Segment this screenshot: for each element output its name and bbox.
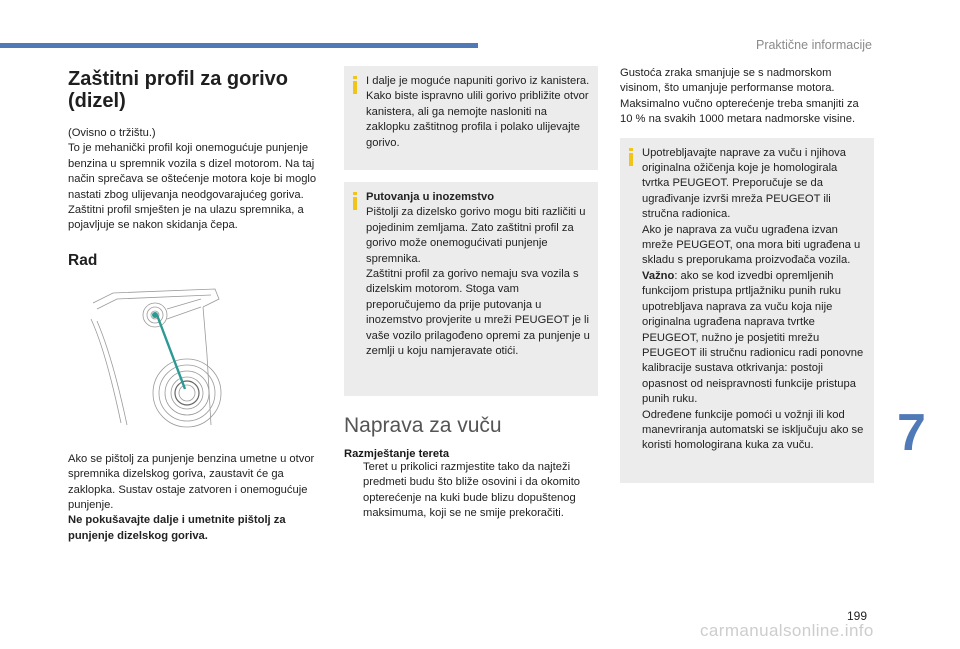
paragraph: I dalje je moguće napuniti gorivo iz kanistera.: [366, 75, 590, 87]
important-paragraph: [642, 269, 866, 408]
paragraph: Kako biste ispravno ulili gorivo približite otvor kanistera, ali ga nemojte nasloniti na zaklopku zaštitnog profila i polako ulijevajte gorivo.: [366, 90, 589, 149]
important-text: : ako se kod izvedbi opremljenih funkcijom pristupa prtljažniku punih ruku upotrebljava naprava za vuču koja nije originalna ugrađena naprava tvrtke PEUGEOT, nužno je posjetiti mrežu PEUGEOT ili stručnu radionicu radi ponovne kalibracije sustava otkrivanja: postoji opasnost od neispravnosti funkcije pristupa punih ruku.: [642, 269, 864, 406]
load-bullet: [344, 460, 598, 522]
operation-warning: Ne pokušavajte dalje i umetnite pištolj za punjenje dizelskog goriva.: [68, 514, 286, 542]
fuel-filler-illustration: [83, 285, 223, 433]
header-accent-bar: [0, 43, 478, 48]
paragraph: Upotrebljavajte naprave za vuču i njihova originalna ožičenja koje je homologirala tvrtka PEUGEOT. Preporučuje se da ugrađivanje izvrši mreža PEUGEOT ili stručna radionica.: [642, 146, 846, 221]
paragraph: Zaštitni profil za gorivo nemaju sva vozila s dizelskim motorom. Stoga vam preporučujemo da prije putovanja u inozemstvo provjerite u mreži PEUGEOT je li vaše vozilo prilagođeno opremi za punjenje u zemlji u koju namjeravate otići.: [366, 268, 590, 358]
page-number: 199: [847, 609, 868, 623]
paragraph: To je mehanički profil koji onemogućuje punjenje benzina u spremnik vozila s dizel motorom. Na taj način sprečava se oštećenje motora koje bi moglo nastati zbog ulijevanja neodgovarajućeg goriva.: [68, 142, 317, 201]
info-icon: [353, 76, 357, 94]
info-box-towbar: [620, 138, 874, 483]
paragraph: Određene funkcije pomoći u vožnji ili kod manevriranja automatski se isključuju ako se koristi homologirana kuka za vuču.: [642, 408, 864, 452]
bullet-text: Teret u prikolici razmjestite tako da najteži predmeti budu što bliže osovini i da okomito opterećenje na kuki bude blizu dopuštenog maksimuma, koji se ne smije prekoračiti.: [363, 461, 581, 520]
info-icon: [629, 148, 633, 166]
column-fuel-profile: [68, 66, 323, 544]
subsection-title-load: Razmještanje tereta: [344, 448, 450, 460]
subsection-title-operation: Rad: [68, 251, 98, 269]
paragraph: Pištolji za dizelsko gorivo mogu biti različiti u pojedinim zemljama. Zato zaštitni profil za gorivo može onemogućivati punjenje spremnika.: [366, 206, 586, 265]
paragraph: Zaštitni profil smješten je na ulazu spremnika, a pojavljuje se nakon skidanja čepa.: [68, 204, 304, 232]
operation-text: [68, 452, 323, 544]
paragraph: (Ovisno o tržištu.): [68, 127, 156, 139]
air-density-text: [620, 66, 874, 128]
info-icon: [353, 192, 357, 210]
info-box-jerrycan: [344, 66, 598, 170]
column-towing-continued: [620, 66, 874, 483]
fuel-profile-text: [68, 126, 323, 234]
chapter-number: 7: [897, 404, 926, 462]
watermark: carmanualsonline.info: [700, 621, 874, 640]
section-title-towing: Naprava za vuču: [344, 414, 502, 437]
info-box-title: Putovanja u inozemstvo: [366, 191, 495, 203]
paragraph: Ako je naprava za vuču ugrađena izvan mreže PEUGEOT, ona mora biti ugrađena u skladu s preporukama proizvođača vozila.: [642, 223, 861, 267]
info-box-travel-abroad: [344, 182, 598, 396]
important-label: Važno: [642, 269, 675, 282]
paragraph: Ako se pištolj za punjenje benzina umetne u otvor spremnika dizelskog goriva, zaustavit će ga zaklopka. Sustav ostaje zatvoren i onemogućuje punjenje.: [68, 452, 315, 512]
section-title-fuel-profile: Zaštitni profil za gorivo (dizel): [68, 68, 289, 112]
running-title: Praktične informacije: [755, 38, 872, 52]
column-info-and-towing: [344, 66, 598, 522]
paragraph: Gustoća zraka smanjuje se s nadmorskom visinom, što umanjuje performanse motora. Maksimalno vučno opterećenje treba smanjiti za 10 % na svakih 1000 metara nadmorske visine.: [620, 67, 859, 126]
